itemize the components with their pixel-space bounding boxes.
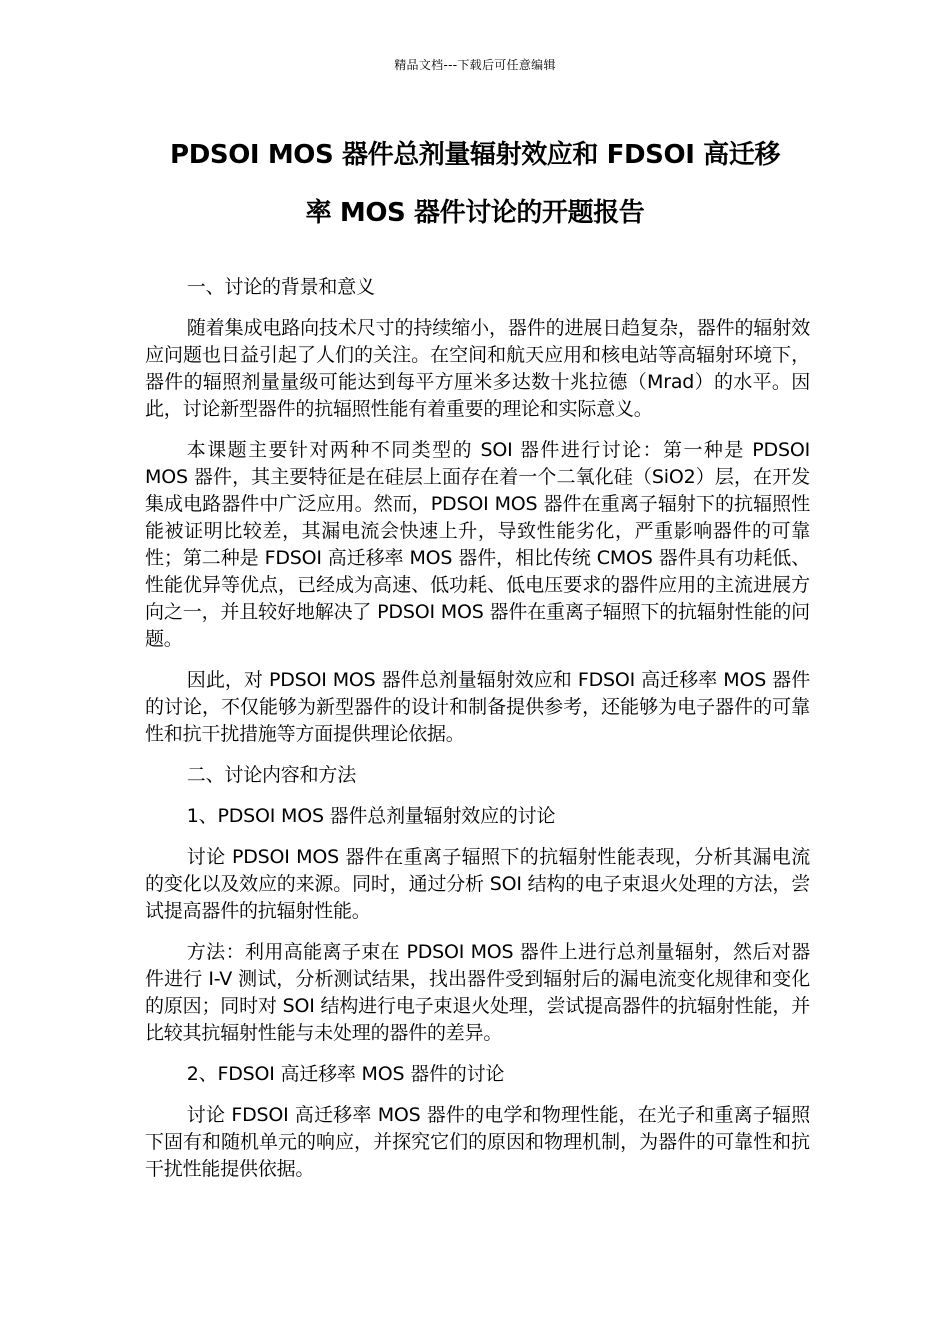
- paragraph-pdsoi-content: 讨论 PDSOI MOS 器件在重离子辐照下的抗辐射性能表现，分析其漏电流的变化以及效应的来源。同时，通过分析 SOI 结构的电子束退火处理的方法，尝试提高器件的抗辐射性能。: [145, 846, 810, 922]
- paragraph-research-subjects: 本课题主要针对两种不同类型的 SOI 器件进行讨论：第一种是 PDSOI MOS 器件，其主要特征是在硅层上面存在着一个二氧化硅（SiO2）层，在开发集成电路器件中广泛应用。然而，PDSOI MOS 器件在重离子辐射下的抗辐照性能被证明比较差，其漏电流会快速上升，导致性能劣化，严重影响器件的可靠性；第二种是 FDSOI 高迁移率 MOS 器件，相比传统 CMOS 器件具有功耗低、性能优异等优点，已经成为高速、低功耗、低电压要求的器件应用的主流进展方向之一，并且较好地解决了 PDSOI MOS 器件在重离子辐照下的抗辐射性能的问题。: [145, 439, 810, 650]
- paragraph-fdsoi-content: 讨论 FDSOI 高迁移率 MOS 器件的电学和物理性能，在光子和重离子辐照下固有和随机单元的响应，并探究它们的原因和物理机制，为器件的可靠性和抗干扰性能提供依据。: [145, 1104, 810, 1180]
- paragraph-background: 随着集成电路向技术尺寸的持续缩小，器件的进展日趋复杂，器件的辐射效应问题也日益引起了人们的关注。在空间和航天应用和核电站等高辐射环境下，器件的辐照剂量量级可能达到每平方厘米多达数十兆拉德（Mrad）的水平。因此，讨论新型器件的抗辐照性能有着重要的理论和实际意义。: [145, 317, 810, 420]
- subsection-heading-fdsoi: 2、FDSOI 高迁移率 MOS 器件的讨论: [186, 1063, 505, 1085]
- document-title-line-2: 率 MOS 器件讨论的开题报告: [305, 198, 645, 228]
- subsection-heading-pdsoi: 1、PDSOI MOS 器件总剂量辐射效应的讨论: [186, 805, 556, 827]
- paragraph-significance: 因此，对 PDSOI MOS 器件总剂量辐射效应和 FDSOI 高迁移率 MOS 器件的讨论，不仅能够为新型器件的设计和制备提供参考，还能够为电子器件的可靠性和抗干扰措施等方面提供理论依据。: [145, 669, 810, 745]
- page-header-note: 精品文档---下载后可任意编辑: [394, 58, 556, 72]
- document-title-line-1: PDSOI MOS 器件总剂量辐射效应和 FDSOI 高迁移: [170, 140, 780, 170]
- section-heading-background: 一、讨论的背景和意义: [186, 276, 375, 298]
- section-heading-content-methods: 二、讨论内容和方法: [186, 764, 356, 786]
- document-body: [145, 274, 810, 1197]
- paragraph-pdsoi-method: 方法：利用高能离子束在 PDSOI MOS 器件上进行总剂量辐射，然后对器件进行 I-V 测试，分析测试结果，找出器件受到辐射后的漏电流变化规律和变化的原因；同时对 SOI 结构进行电子束退火处理，尝试提高器件的抗辐射性能，并比较其抗辐射性能与未处理的器件的差异。: [145, 941, 810, 1044]
